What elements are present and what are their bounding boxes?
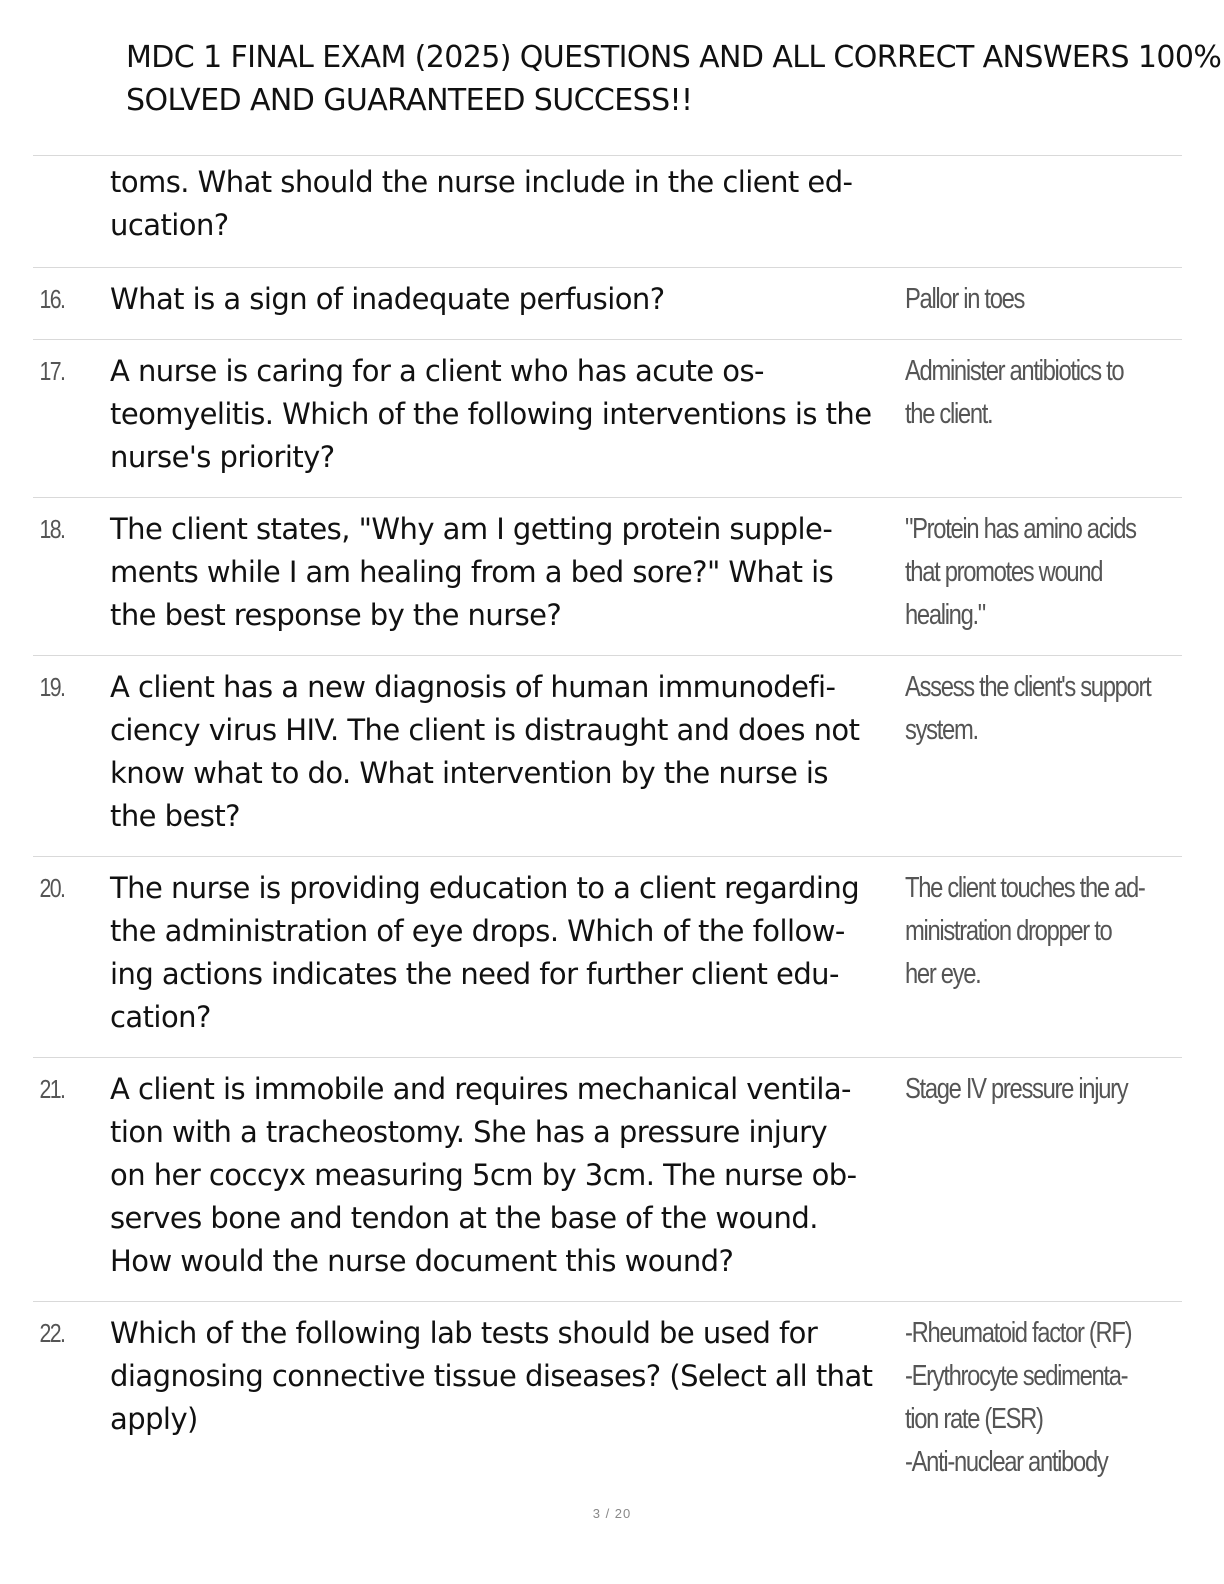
question-number: 21. xyxy=(39,1074,65,1104)
question-number: 19. xyxy=(39,672,65,702)
question-line: diagnosing connective tissue diseases? (Select all that xyxy=(110,1359,873,1393)
question-number xyxy=(33,161,96,247)
question-line: serves bone and tendon at the base of the wound. xyxy=(110,1201,818,1235)
question-text xyxy=(110,161,905,247)
question-line: A nurse is caring for a client who has acute os- xyxy=(110,354,764,388)
answer-line: Administer antibiotics to xyxy=(905,355,1124,387)
answer-text xyxy=(905,350,1182,479)
answer-text xyxy=(905,666,1182,838)
table-row xyxy=(33,155,1182,267)
answer-text xyxy=(905,508,1182,637)
question-line: on her coccyx measuring 5cm by 3cm. The nurse ob- xyxy=(110,1158,857,1192)
question-line: A client is immobile and requires mechanical ventila- xyxy=(110,1072,851,1106)
page-number: 3 / 20 xyxy=(592,1506,632,1521)
answer-text xyxy=(905,1068,1182,1283)
question-line: The nurse is providing education to a client regarding xyxy=(110,871,860,905)
question-line: The client states, "Why am I getting protein supple- xyxy=(110,512,833,546)
question-number: 18. xyxy=(39,514,65,544)
document-title-line-1: MDC 1 FINAL EXAM (2025) QUESTIONS AND ALL CORRECT ANSWERS 100% xyxy=(126,40,1222,75)
question-number: 16. xyxy=(39,284,65,314)
question-line: A client has a new diagnosis of human immunodefi- xyxy=(110,670,836,704)
answer-line: tion rate (ESR) xyxy=(905,1403,1043,1435)
table-row xyxy=(33,497,1182,655)
question-text xyxy=(110,1068,905,1283)
question-text xyxy=(110,867,905,1039)
document-title xyxy=(126,36,1224,122)
table-row xyxy=(33,267,1182,339)
question-line: know what to do. What intervention by the nurse is xyxy=(110,756,828,790)
answer-line: -Anti-nuclear antibody xyxy=(905,1446,1108,1478)
answer-text xyxy=(905,278,1182,321)
question-text xyxy=(110,666,905,838)
question-number: 22. xyxy=(39,1318,65,1348)
table-row xyxy=(33,655,1182,856)
table-row xyxy=(33,1301,1182,1502)
question-line: What is a sign of inadequate perfusion? xyxy=(110,282,665,316)
question-number: 17. xyxy=(39,356,65,386)
question-line: nurse's priority? xyxy=(110,440,335,474)
answer-line: Assess the client's support xyxy=(905,671,1151,703)
answer-line: The client touches the ad- xyxy=(905,872,1145,904)
document-title-line-2: SOLVED AND GUARANTEED SUCCESS!! xyxy=(126,83,693,118)
answer-text xyxy=(905,161,1182,247)
answer-text xyxy=(905,867,1182,1039)
table-row xyxy=(33,1057,1182,1301)
question-line: Which of the following lab tests should be used for xyxy=(110,1316,818,1350)
answer-line: her eye. xyxy=(905,958,981,990)
question-line: toms. What should the nurse include in the client ed- xyxy=(110,165,853,199)
table-row xyxy=(33,856,1182,1057)
question-line: apply) xyxy=(110,1402,198,1436)
question-line: ments while I am healing from a bed sore?" What is xyxy=(110,555,834,589)
answer-line: healing." xyxy=(905,599,985,631)
answer-line: Stage IV pressure injury xyxy=(905,1073,1128,1105)
answer-line: -Rheumatoid factor (RF) xyxy=(905,1317,1132,1349)
question-text xyxy=(110,508,905,637)
question-line: ciency virus HIV. The client is distraught and does not xyxy=(110,713,860,747)
question-text xyxy=(110,350,905,479)
answer-line: -Erythrocyte sedimenta- xyxy=(905,1360,1128,1392)
answer-line: system. xyxy=(905,714,978,746)
table-row xyxy=(33,339,1182,497)
answer-line: that promotes wound xyxy=(905,556,1103,588)
question-line: teomyelitis. Which of the following interventions is the xyxy=(110,397,872,431)
question-line: cation? xyxy=(110,1000,211,1034)
answer-line: "Protein has amino acids xyxy=(905,513,1136,545)
question-answer-table xyxy=(33,155,1182,1502)
question-text xyxy=(110,1312,905,1484)
question-line: the administration of eye drops. Which of the follow- xyxy=(110,914,845,948)
question-number: 20. xyxy=(39,873,65,903)
question-line: the best? xyxy=(110,799,240,833)
answer-line: Pallor in toes xyxy=(905,283,1025,315)
question-line: the best response by the nurse? xyxy=(110,598,562,632)
question-line: ing actions indicates the need for further client edu- xyxy=(110,957,839,991)
question-line: How would the nurse document this wound? xyxy=(110,1244,734,1278)
question-line: tion with a tracheostomy. She has a pressure injury xyxy=(110,1115,828,1149)
question-line: ucation? xyxy=(110,208,229,242)
answer-text xyxy=(905,1312,1182,1484)
question-text xyxy=(110,278,905,321)
answer-line: ministration dropper to xyxy=(905,915,1112,947)
answer-line: the client. xyxy=(905,398,993,430)
